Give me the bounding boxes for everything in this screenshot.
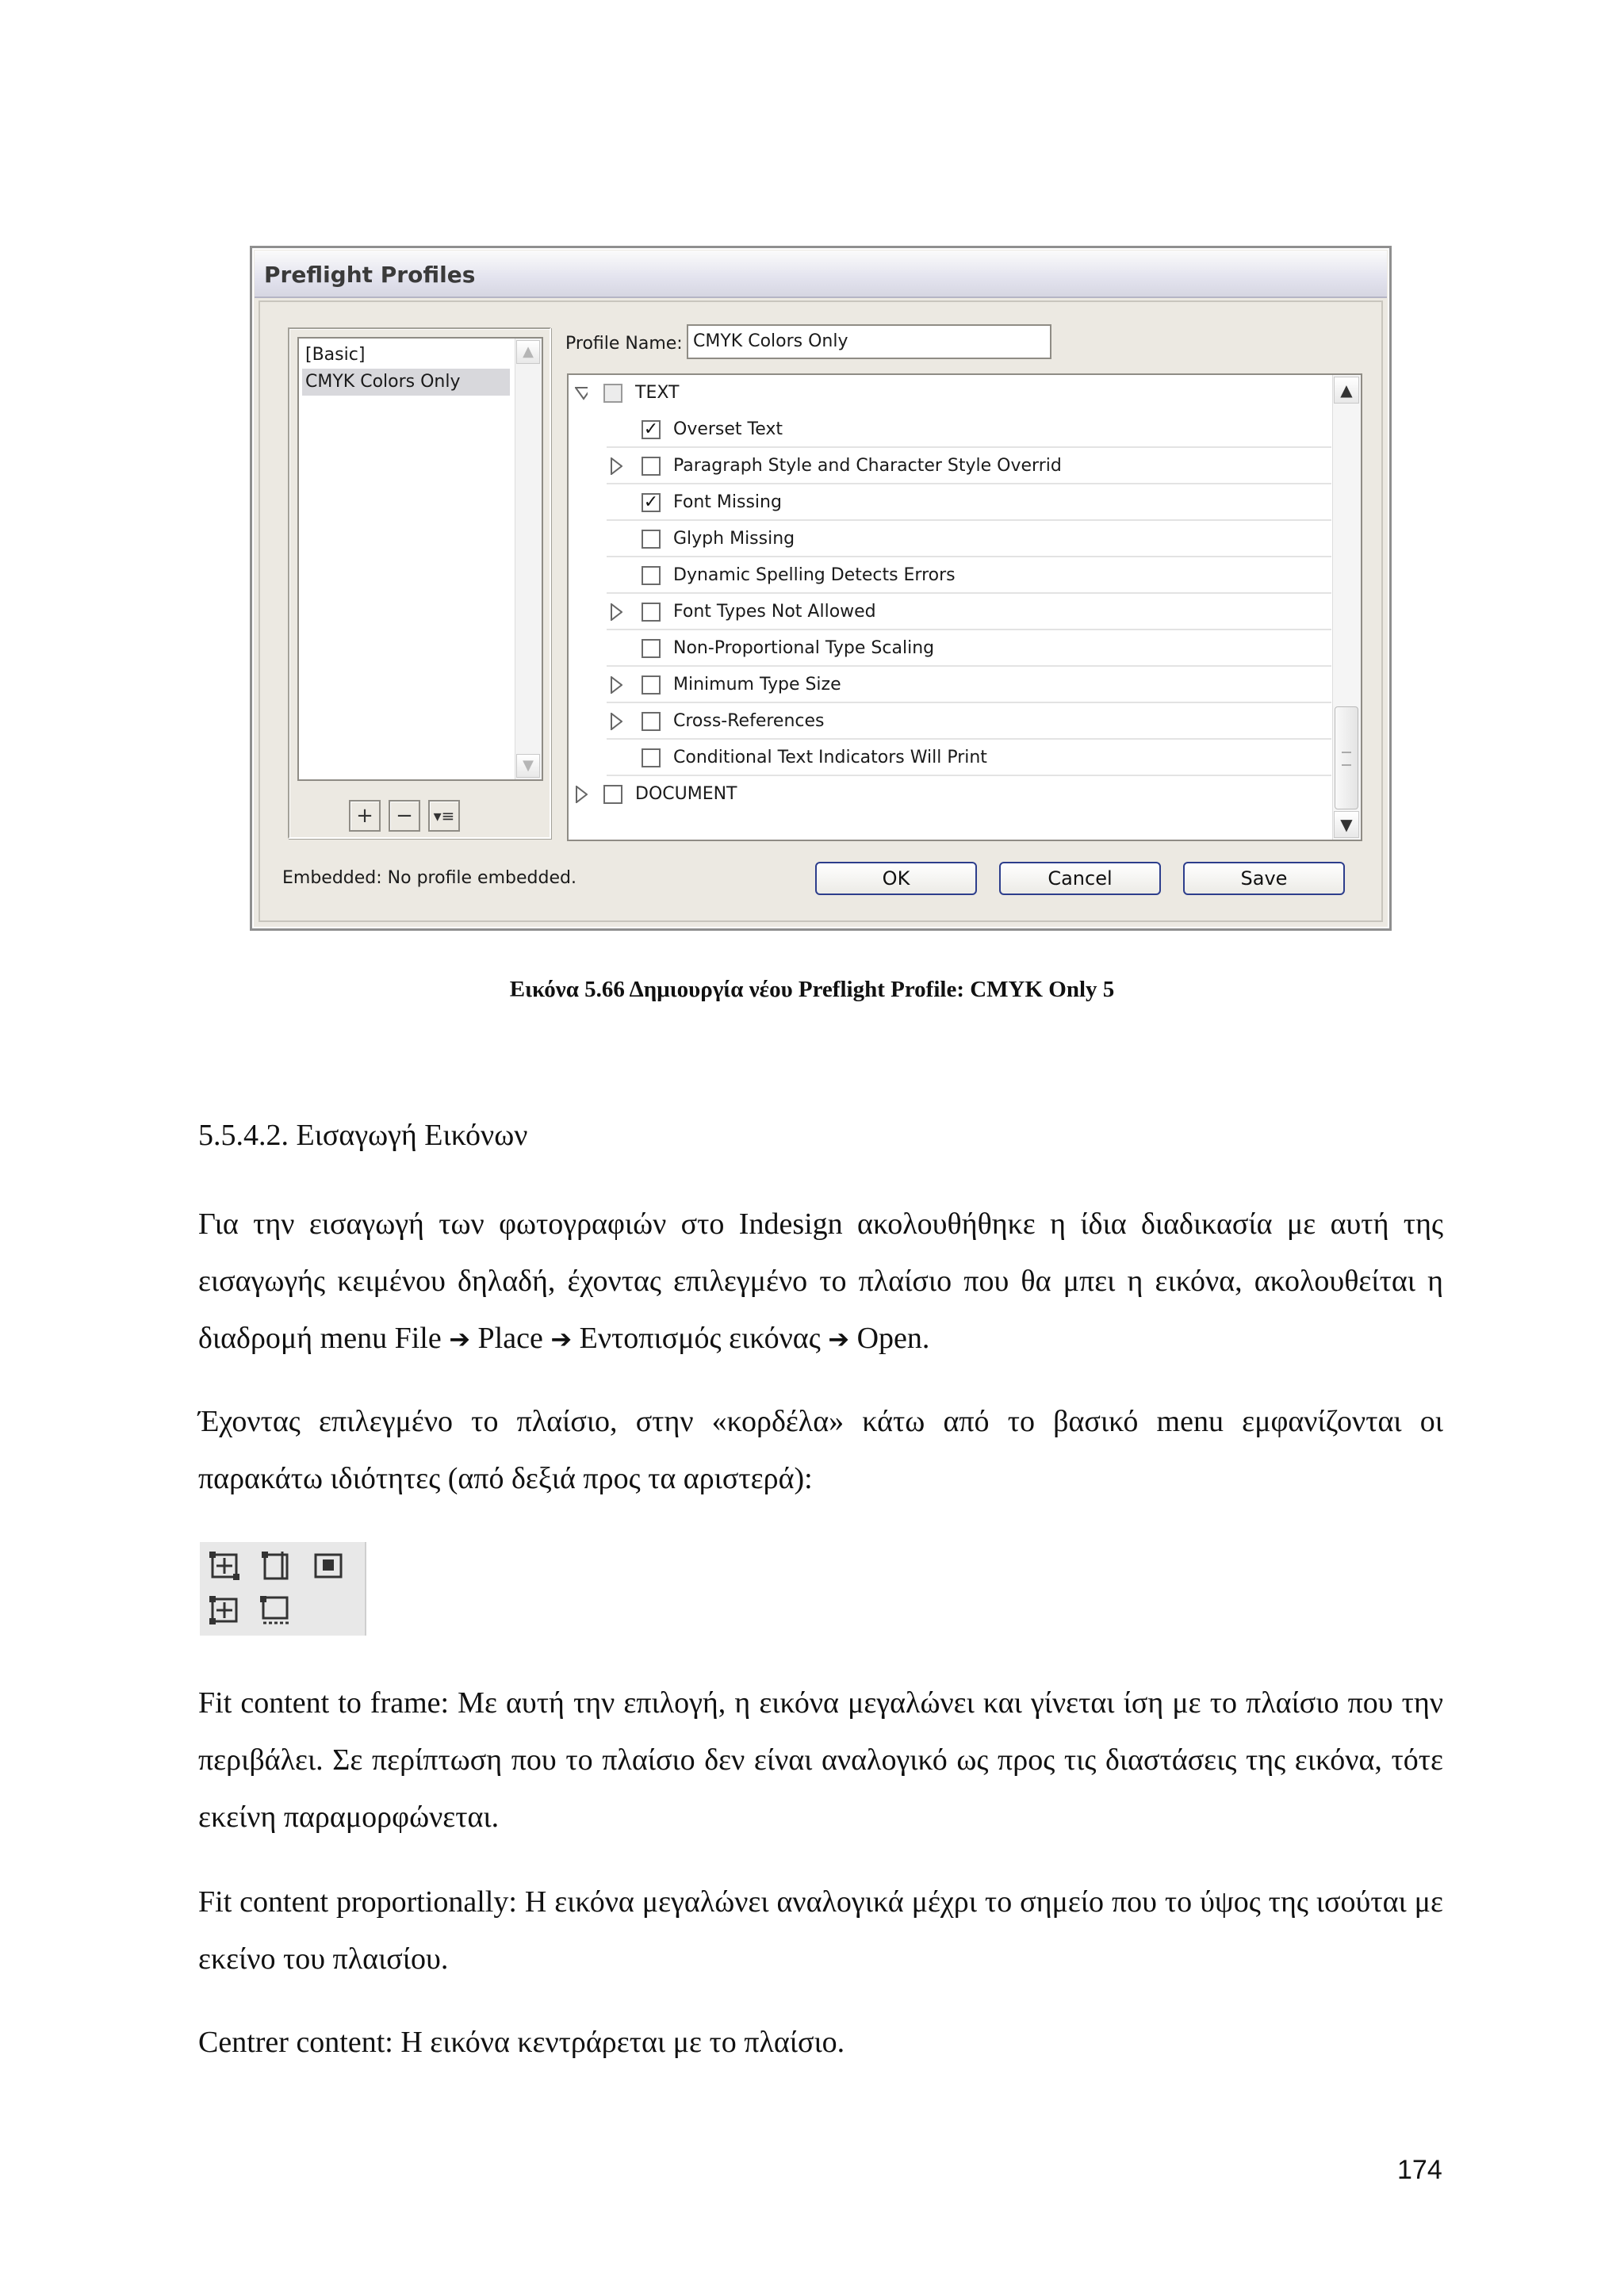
tree-item-label: Cross-References — [673, 711, 825, 731]
scroll-thumb[interactable] — [1335, 706, 1358, 809]
delete-profile-button[interactable] — [389, 800, 420, 832]
arrow-right-icon: ➔ — [449, 1324, 471, 1354]
center-content-icon — [311, 1550, 346, 1582]
expand-right-icon[interactable] — [610, 457, 622, 475]
tree-group-label: TEXT — [635, 383, 680, 403]
expand-right-icon[interactable] — [575, 786, 588, 803]
arrow-right-icon: ➔ — [828, 1324, 850, 1354]
profile-name-input[interactable]: CMYK Colors Only — [687, 324, 1051, 359]
checkbox-icon[interactable] — [603, 785, 622, 804]
scroll-down-icon[interactable]: ▼ — [516, 754, 540, 778]
figure-caption: Εικόνα 5.66 Δημιουργία νέου Preflight Profile: CMYK Only 5 — [509, 977, 1115, 1002]
preflight-profiles-dialog — [250, 246, 1392, 931]
profile-item-basic[interactable]: [Basic] — [305, 345, 366, 365]
tree-item[interactable] — [607, 703, 1331, 740]
arrow-right-icon: ➔ — [550, 1324, 573, 1354]
paragraph-fit-content-proportionally: Fit content proportionally: Η εικόνα μεγαλώνει αναλογικά μέχρι το σημείο που το ύψος της ισούται με εκείνο του πλαισίου. — [198, 1885, 1443, 1976]
tree-item-label: Paragraph Style and Character Style Overrid — [673, 456, 1062, 476]
tree-item-label: Overset Text — [673, 419, 783, 439]
scroll-up-icon[interactable]: ▲ — [1334, 377, 1359, 404]
tree-item-label: Dynamic Spelling Detects Errors — [673, 565, 956, 585]
tree-item[interactable] — [607, 448, 1331, 484]
paragraph-ribbon-properties: Έχοντας επιλεγμένο το πλαίσιο, στην «κορδέλα» κάτω από το βασικό menu εμφανίζονται οι παρακάτω ιδιότητες (από δεξιά προς τα αριστερά): — [198, 1405, 1443, 1495]
cancel-button[interactable]: Cancel — [999, 862, 1161, 895]
checkbox-icon[interactable] — [603, 384, 622, 403]
profile-menu-button[interactable] — [428, 800, 460, 832]
tree-item[interactable] — [607, 740, 1331, 776]
profiles-scrollbar[interactable] — [515, 339, 542, 779]
checkbox-icon[interactable] — [642, 530, 661, 549]
profile-item-cmyk-colors-only[interactable]: CMYK Colors Only — [302, 369, 510, 396]
tree-item-label: Font Missing — [673, 492, 782, 512]
menu-open: Open. — [856, 1322, 930, 1355]
page-number: 174 — [1397, 2155, 1442, 2185]
expand-right-icon[interactable] — [610, 713, 622, 730]
checkbox-icon[interactable] — [642, 566, 661, 585]
tree-group-text[interactable] — [569, 375, 1331, 411]
checkbox-icon[interactable] — [642, 457, 661, 476]
fitting-icons-strip — [200, 1542, 366, 1636]
profile-tools — [349, 800, 460, 835]
fill-frame-proportionally-icon — [259, 1594, 293, 1626]
add-profile-button[interactable] — [349, 800, 381, 832]
scroll-down-icon[interactable]: ▼ — [1334, 811, 1359, 838]
section-heading: 5.5.4.2. Εισαγωγή Εικόνων — [198, 1119, 528, 1152]
plus-icon: + — [356, 804, 373, 828]
tree-item[interactable] — [607, 521, 1331, 557]
dialog-title: Preflight Profiles — [264, 262, 476, 288]
checkbox-icon[interactable] — [642, 639, 661, 658]
minus-icon: − — [396, 804, 413, 828]
tree-item[interactable] — [607, 594, 1331, 630]
tree-item[interactable] — [607, 557, 1331, 594]
tree-item-label: Minimum Type Size — [673, 675, 841, 695]
checkbox-icon[interactable] — [642, 712, 661, 731]
scroll-up-icon[interactable]: ▲ — [516, 340, 540, 364]
dialog-titlebar — [255, 251, 1387, 298]
menu-locate-image: Εντοπισμός εικόνας — [579, 1322, 821, 1355]
checkbox-icon[interactable] — [642, 675, 661, 695]
paragraph-insert-images — [198, 1196, 1443, 1368]
tree-item-label: Non-Proportional Type Scaling — [673, 638, 935, 658]
preflight-rules-tree — [567, 373, 1362, 841]
tree-item[interactable] — [607, 630, 1331, 667]
tree-item[interactable] — [607, 667, 1331, 703]
paragraph-fit-content-to-frame: Fit content to frame: Με αυτή την επιλογή, η εικόνα μεγαλώνει και γίνεται ίση με το πλαίσιο που την περιβάλει. Σε περίπτωση που το πλαίσιο δεν είναι αναλογικό ως προς τις διαστάσεις της εικόνα, τότε εκείνη παραμορφώνεται. — [198, 1686, 1443, 1834]
profiles-panel — [288, 327, 551, 839]
checkbox-icon[interactable] — [642, 748, 661, 767]
expand-down-icon[interactable] — [575, 386, 588, 404]
tree-item-label: Font Types Not Allowed — [673, 602, 876, 622]
save-button[interactable]: Save — [1183, 862, 1345, 895]
tree-item[interactable] — [607, 411, 1331, 448]
paragraph-text: Για την εισαγωγή των φωτογραφιών στο Indesign ακολουθήθηκε η ίδια διαδικασία με αυτή της εισαγωγής κειμένου δηλαδή, έχοντας επιλεγμένο το πλαίσιο που θα μπει η εικόνα, ακολουθείται η διαδρομή menu File — [198, 1207, 1443, 1355]
fit-content-proportionally-icon — [259, 1550, 293, 1582]
menu-place: Place — [477, 1322, 543, 1355]
checkbox-checked-icon[interactable]: ✓ — [642, 493, 661, 512]
fit-frame-to-content-icon — [208, 1594, 243, 1626]
ok-button[interactable]: OK — [815, 862, 977, 895]
checkbox-checked-icon[interactable]: ✓ — [642, 420, 661, 439]
profile-name-label: Profile Name: — [565, 334, 683, 354]
paragraph-centre-content: Centrer content: Η εικόνα κεντράρεται με το πλαίσιο. — [198, 2026, 845, 2059]
menu-icon: ▾≡ — [433, 806, 455, 825]
tree-scrollbar[interactable] — [1332, 375, 1361, 840]
expand-right-icon[interactable] — [610, 676, 622, 694]
fit-content-to-frame-icon — [208, 1550, 243, 1582]
profiles-list[interactable] — [297, 337, 543, 781]
tree-item-label: Conditional Text Indicators Will Print — [673, 748, 987, 767]
checkbox-icon[interactable] — [642, 603, 661, 622]
expand-right-icon[interactable] — [610, 603, 622, 621]
tree-group-document[interactable] — [569, 776, 1331, 813]
embedded-status: Embedded: No profile embedded. — [282, 868, 576, 888]
tree-group-label: DOCUMENT — [635, 784, 737, 804]
tree-item-label: Glyph Missing — [673, 529, 795, 549]
tree-item[interactable] — [607, 484, 1331, 521]
